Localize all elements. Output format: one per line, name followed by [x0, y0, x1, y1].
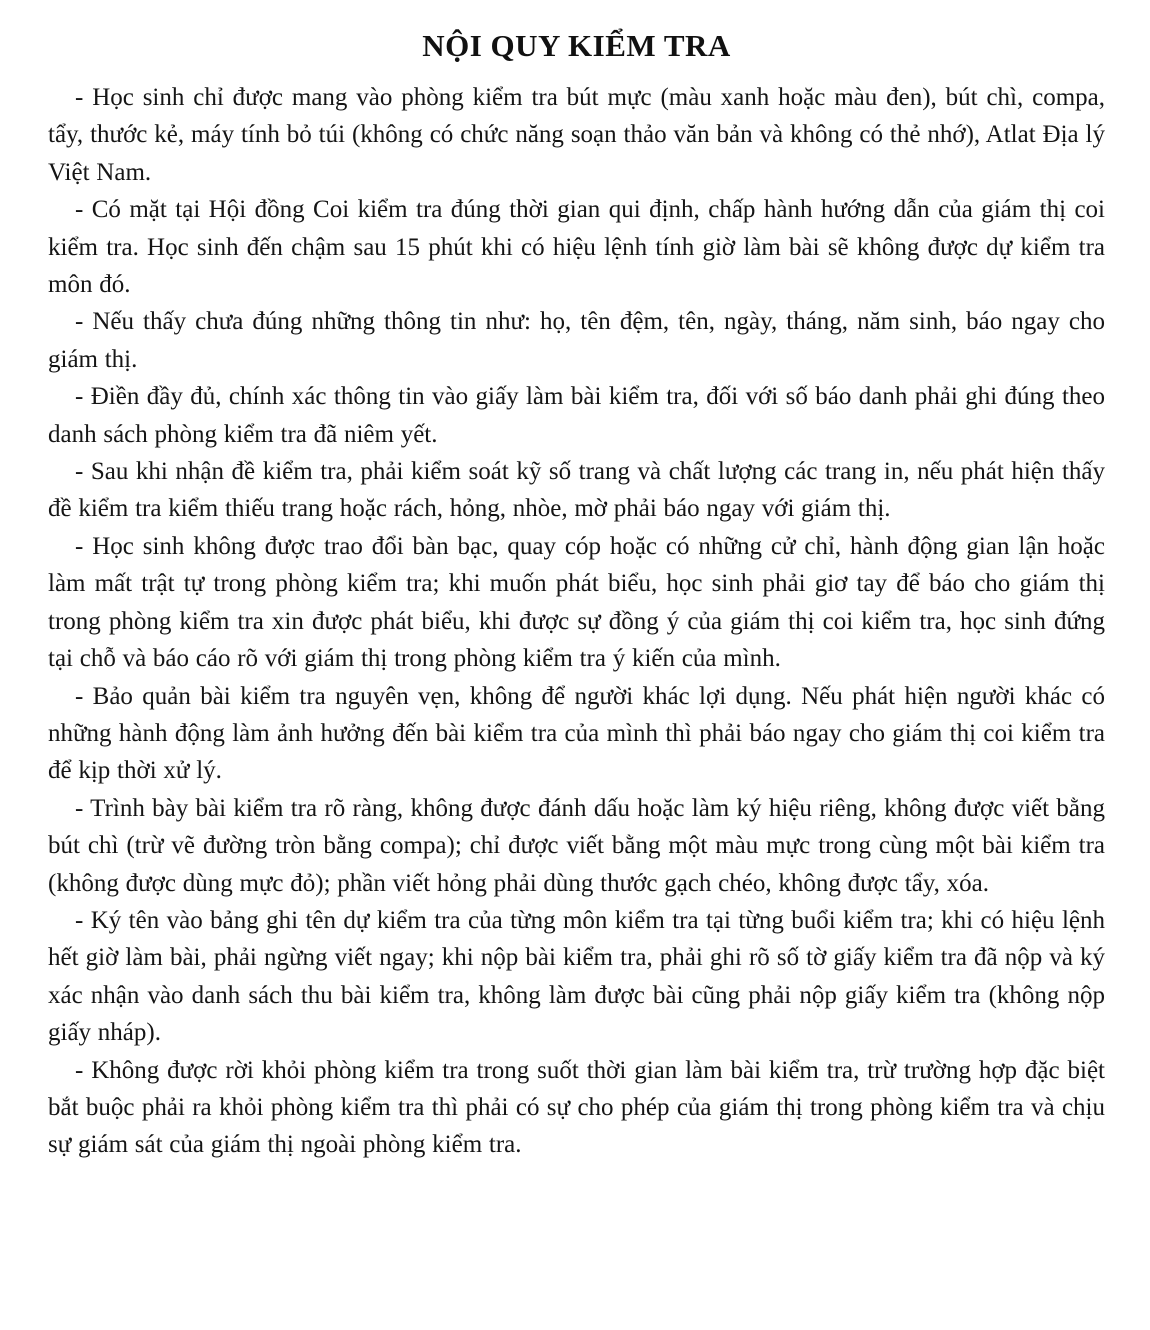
- paragraph: - Trình bày bài kiểm tra rõ ràng, không được đánh dấu hoặc làm ký hiệu riêng, không được viết bằng bút chì (trừ vẽ đường tròn bằng compa); chỉ được viết bằng một màu mực trong cùng một bài kiểm tra (không được dùng mực đỏ); phần viết hỏng phải dùng thước gạch chéo, không được tẩy, xóa.: [48, 794, 1105, 897]
- paragraph: - Có mặt tại Hội đồng Coi kiểm tra đúng thời gian qui định, chấp hành hướng dẫn của giám thị coi kiểm tra. Học sinh đến chậm sau 15 phút khi có hiệu lệnh tính giờ làm bài sẽ không được dự kiểm tra môn đó.: [48, 196, 1105, 299]
- paragraph: - Điền đầy đủ, chính xác thông tin vào giấy làm bài kiểm tra, đối với số báo danh phải ghi đúng theo danh sách phòng kiểm tra đã niêm yết.: [48, 383, 1105, 448]
- paragraph: - Bảo quản bài kiểm tra nguyên vẹn, không để người khác lợi dụng. Nếu phát hiện người khác có những hành động làm ảnh hưởng đến bài kiểm tra của mình thì phải báo ngay cho giám thị coi kiểm tra để kịp thời xử lý.: [48, 682, 1105, 785]
- document-title: NỘI QUY KIỂM TRA: [422, 28, 731, 63]
- document-body: [48, 79, 1105, 1164]
- paragraph: - Sau khi nhận đề kiểm tra, phải kiểm soát kỹ số trang và chất lượng các trang in, nếu phát hiện thấy đề kiểm tra kiểm thiếu trang hoặc rách, hỏng, nhòe, mờ phải báo ngay với giám thị.: [48, 458, 1105, 523]
- paragraph: - Học sinh chỉ được mang vào phòng kiểm tra bút mực (màu xanh hoặc màu đen), bút chì, compa, tẩy, thước kẻ, máy tính bỏ túi (không có chức năng soạn thảo văn bản và không có thẻ nhớ), Atlat Địa lý Việt Nam.: [48, 84, 1105, 186]
- paragraph: - Nếu thấy chưa đúng những thông tin như: họ, tên đệm, tên, ngày, tháng, năm sinh, báo ngay cho giám thị.: [48, 308, 1105, 373]
- paragraph: - Không được rời khỏi phòng kiểm tra trong suốt thời gian làm bài kiểm tra, trừ trường hợp đặc biệt bắt buộc phải ra khỏi phòng kiểm tra thì phải có sự cho phép của giám thị trong phòng kiểm tra và chịu sự giám sát của giám thị ngoài phòng kiểm tra.: [48, 1056, 1105, 1159]
- paragraph: - Ký tên vào bảng ghi tên dự kiểm tra của từng môn kiểm tra tại từng buổi kiểm tra; khi có hiệu lệnh hết giờ làm bài, phải ngừng viết ngay; khi nộp bài kiểm tra, phải ghi rõ số tờ giấy kiểm tra đã nộp và ký xác nhận vào danh sách thu bài kiểm tra, không làm được bài cũng phải nộp giấy kiểm tra (không nộp giấy nháp).: [48, 906, 1105, 1047]
- paragraph: - Học sinh không được trao đổi bàn bạc, quay cóp hoặc có những cử chỉ, hành động gian lận hoặc làm mất trật tự trong phòng kiểm tra; khi muốn phát biểu, học sinh phải giơ tay để báo cho giám thị trong phòng kiểm tra xin được phát biểu, khi được sự đồng ý của giám thị coi kiểm tra, học sinh đứng tại chỗ và báo cáo rõ với giám thị trong phòng kiểm tra ý kiến của mình.: [48, 532, 1105, 673]
